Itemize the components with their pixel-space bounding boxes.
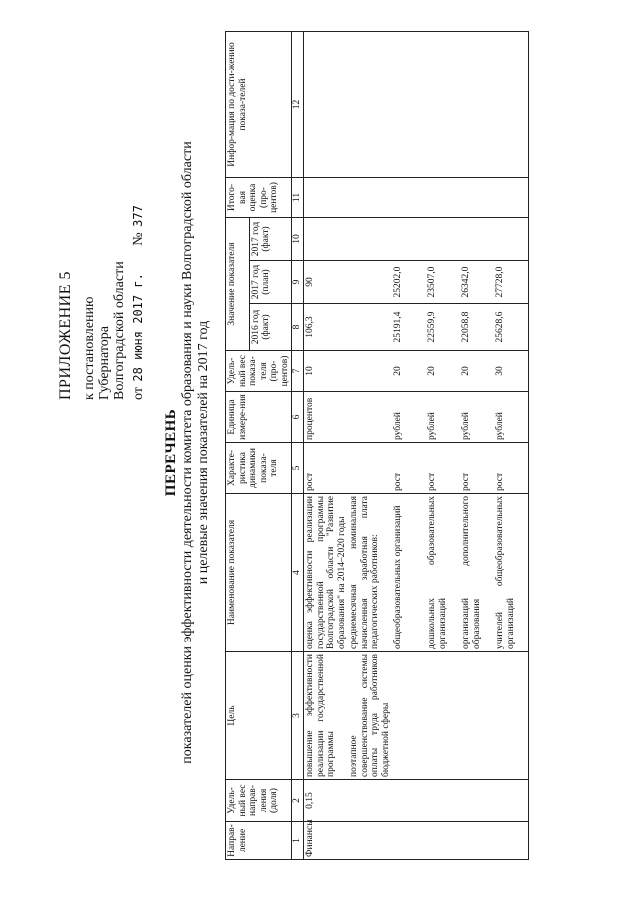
- addressee-line: к постановлению: [82, 296, 97, 400]
- cell-unit: рублей: [392, 392, 426, 443]
- cell-goal: [392, 652, 426, 780]
- cell-dynamics: [348, 443, 392, 494]
- column-number: 11: [292, 178, 304, 218]
- header-weight: Удель-ный вес направ-ления (доля): [226, 780, 292, 822]
- cell-unit: [348, 392, 392, 443]
- cell-dynamics: рост: [494, 443, 528, 494]
- table-row: [392, 32, 426, 860]
- column-number: 5: [292, 443, 304, 494]
- cell-indicator-weight: 20: [392, 351, 426, 392]
- header-total: Итого-вая оценка (про-центов): [226, 178, 292, 218]
- column-number: 6: [292, 392, 304, 443]
- cell-dynamics: рост: [426, 443, 460, 494]
- header-indicator: Наименование показателя: [226, 494, 292, 652]
- cell-weight: [392, 780, 426, 822]
- cell-2017-fact: [304, 218, 349, 261]
- date-prefix: от: [131, 387, 146, 400]
- cell-indicator-weight: 20: [426, 351, 460, 392]
- cell-info: [426, 32, 460, 178]
- document-title: ПЕРЕЧЕНЬ: [163, 408, 179, 497]
- header-indicator-weight: Удель-ный вес показа-теля (про-центов): [226, 351, 292, 392]
- cell-weight: 0,15: [304, 780, 349, 822]
- cell-indicator-weight: 30: [494, 351, 528, 392]
- table-row: [494, 32, 528, 860]
- document-subtitle-2: и целевые значения показателей на 2017 год: [196, 320, 211, 585]
- header-goal: Цель: [226, 652, 292, 780]
- number-value: 377: [131, 205, 145, 227]
- cell-total: [304, 178, 349, 218]
- cell-direction: [460, 822, 494, 860]
- table-row: [460, 32, 494, 860]
- cell-unit: процентов: [304, 392, 349, 443]
- cell-total: [392, 178, 426, 218]
- header-2017-plan: 2017 год (план): [249, 261, 291, 304]
- cell-indicator: общеобразовательных организаций: [392, 494, 426, 652]
- column-number: 10: [292, 218, 304, 261]
- column-number: 12: [292, 32, 304, 178]
- cell-weight: [494, 780, 528, 822]
- cell-dynamics: рост: [304, 443, 349, 494]
- cell-info: [494, 32, 528, 178]
- column-number: 3: [292, 652, 304, 780]
- cell-direction: Финансы: [304, 822, 349, 860]
- cell-info: [392, 32, 426, 178]
- cell-direction: [426, 822, 460, 860]
- cell-2016-fact: 25628,6: [494, 304, 528, 351]
- column-number: 8: [292, 304, 304, 351]
- cell-direction: [392, 822, 426, 860]
- cell-2016-fact: [348, 304, 392, 351]
- table-row: [304, 32, 349, 860]
- cell-unit: рублей: [460, 392, 494, 443]
- cell-total: [348, 178, 392, 218]
- cell-total: [426, 178, 460, 218]
- cell-weight: [348, 780, 392, 822]
- cell-indicator-weight: 20: [460, 351, 494, 392]
- addressee-block: [82, 261, 127, 400]
- column-number: 7: [292, 351, 304, 392]
- table-header-row: [226, 32, 250, 860]
- cell-2017-plan: [348, 261, 392, 304]
- cell-dynamics: рост: [460, 443, 494, 494]
- cell-indicator: оценка эффективности реализации государственной программы Волгоградской области "Развитие образования" на 2014–2020 годы: [304, 494, 349, 652]
- number-prefix: №: [131, 232, 146, 246]
- cell-goal: [426, 652, 460, 780]
- column-number: 2: [292, 780, 304, 822]
- appendix-label: ПРИЛОЖЕНИЕ 5: [57, 270, 74, 400]
- indicators-table: [225, 31, 529, 860]
- cell-2017-plan: 27728,0: [494, 261, 528, 304]
- cell-info: [348, 32, 392, 178]
- column-number-row: [292, 32, 304, 860]
- cell-2017-fact: [426, 218, 460, 261]
- cell-info: [460, 32, 494, 178]
- cell-indicator: учителей общеобразовательных организаций: [494, 494, 528, 652]
- column-number: 9: [292, 261, 304, 304]
- cell-indicator: дошкольных образовательных организаций: [426, 494, 460, 652]
- cell-2017-plan: 26342,0: [460, 261, 494, 304]
- cell-2017-plan: 25202,0: [392, 261, 426, 304]
- addressee-line: Волгоградской области: [112, 261, 127, 400]
- document-subtitle: показателей оценки эффективности деятельности комитета образования и науки Волгоградской области: [180, 141, 195, 764]
- cell-2017-plan: 23507,0: [426, 261, 460, 304]
- cell-indicator: среднемесячная номинальная начисленная заработная плата педагогических работников:: [348, 494, 392, 652]
- header-2016-fact: 2016 год (факт): [249, 304, 291, 351]
- cell-indicator-weight: 10: [304, 351, 349, 392]
- cell-indicator: организаций дополнительного образования: [460, 494, 494, 652]
- decree-date-line: [131, 203, 147, 400]
- cell-goal: поэтапное совершенствование системы оплаты труда работников бюджетной сферы: [348, 652, 392, 780]
- cell-unit: рублей: [426, 392, 460, 443]
- header-value-group: Значение показателя: [226, 218, 250, 351]
- header-direction: Направ-ление: [226, 822, 292, 860]
- cell-goal: [494, 652, 528, 780]
- cell-goal: [460, 652, 494, 780]
- cell-total: [460, 178, 494, 218]
- cell-weight: [426, 780, 460, 822]
- cell-total: [494, 178, 528, 218]
- table-row: [426, 32, 460, 860]
- cell-indicator-weight: [348, 351, 392, 392]
- cell-2017-fact: [392, 218, 426, 261]
- header-unit: Единица измере-ния: [226, 392, 292, 443]
- cell-direction: [494, 822, 528, 860]
- cell-unit: рублей: [494, 392, 528, 443]
- column-number: 4: [292, 494, 304, 652]
- header-dynamics: Характе-ристика динамики показа-теля: [226, 443, 292, 494]
- addressee-line: Губернатора: [97, 325, 112, 400]
- header-2017-fact: 2017 год (факт): [249, 218, 291, 261]
- cell-2017-fact: [494, 218, 528, 261]
- cell-goal: повышение эффективности реализации государственной программы: [304, 652, 349, 780]
- table-row: [348, 32, 392, 860]
- cell-2016-fact: 22058,8: [460, 304, 494, 351]
- cell-dynamics: рост: [392, 443, 426, 494]
- cell-2016-fact: 22559,9: [426, 304, 460, 351]
- cell-weight: [460, 780, 494, 822]
- date-value: 28 июня 2017 г.: [131, 273, 145, 382]
- cell-2017-plan: 90: [304, 261, 349, 304]
- cell-2016-fact: 25191,4: [392, 304, 426, 351]
- column-number: 1: [292, 822, 304, 860]
- header-info: Инфор-мация по дости-жению показа-телей: [226, 32, 292, 178]
- cell-info: [304, 32, 349, 178]
- cell-direction: [348, 822, 392, 860]
- cell-2017-fact: [460, 218, 494, 261]
- cell-2016-fact: 106,3: [304, 304, 349, 351]
- cell-2017-fact: [348, 218, 392, 261]
